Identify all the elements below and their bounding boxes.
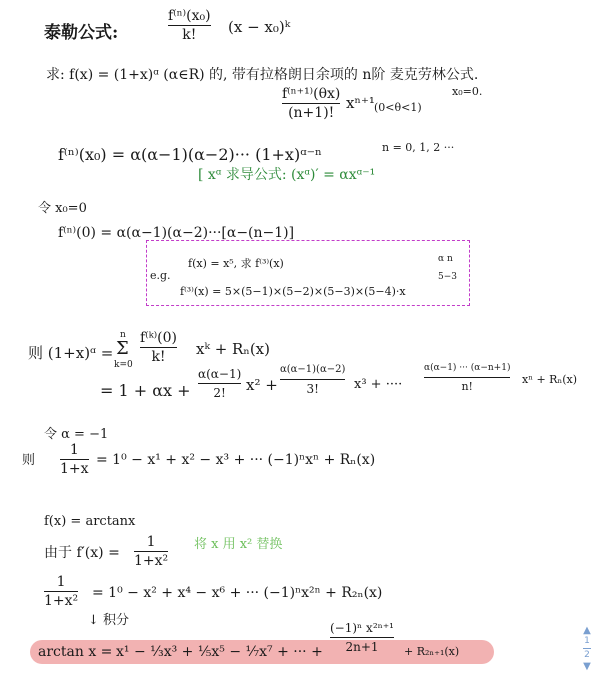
fracn-num: α(α−1) ··· (α−n+1) xyxy=(424,363,511,373)
example-arrow-note: 5−3 xyxy=(438,272,457,282)
arctan-result-lead: arctan x = xyxy=(38,644,113,660)
taylor-tail: (x − x₀)ᵏ xyxy=(228,18,291,36)
arctan-general-term xyxy=(330,620,394,655)
expansion-frac-n xyxy=(424,360,510,395)
let-x0-label: 令 x₀=0 xyxy=(38,201,87,216)
total-pages: 2 xyxy=(584,650,590,660)
general-term-num: (−1)ⁿ x²ⁿ⁺¹ xyxy=(330,621,394,635)
frac2-den: 2! xyxy=(213,386,226,400)
expansion-xn: xⁿ + Rₙ(x) xyxy=(522,373,577,386)
alpha-neg-label: 令 α = −1 xyxy=(44,427,109,442)
example-line2: f⁽³⁾(x) = 5×(5−1)×(5−2)×(5−3)×(5−4)·x xyxy=(180,285,406,298)
arctan-derivative-fraction xyxy=(134,534,168,569)
general-term-den: 2n+1 xyxy=(345,640,379,654)
example-label: e.g. xyxy=(150,269,171,282)
expansion-x2: x² + xyxy=(246,376,278,394)
example-arrows: α n xyxy=(438,254,453,264)
expansion-x3: x³ + ···· xyxy=(354,377,403,392)
expansion-frac-3 xyxy=(280,362,345,397)
alpha-neg-lead: 则 xyxy=(22,453,36,468)
frac3-num: α(α−1)(α−2) xyxy=(280,364,346,375)
substitution-note: 将 x 用 x² 替换 xyxy=(194,537,283,552)
series-term-tail: xᵏ + Rₙ(x) xyxy=(196,340,270,358)
one-over-1px2 xyxy=(44,574,78,609)
arctan-def: f(x) = arctanx xyxy=(44,514,136,529)
remainder-power: xⁿ⁺¹ xyxy=(346,94,375,112)
one-over-1px-den: 1+x xyxy=(60,461,89,477)
page-down-icon[interactable]: ▼ xyxy=(583,661,591,672)
geometric-series: = 1⁰ − x¹ + x² − x³ + ··· (−1)ⁿxⁿ + Rₙ(x) xyxy=(96,452,376,468)
expansion-frac-2 xyxy=(198,366,241,401)
arctan-derivative-lead: 由于 f′(x) = xyxy=(44,545,120,561)
one-over-1px-num: 1 xyxy=(69,442,79,458)
one-over-1px2-num: 1 xyxy=(56,574,66,590)
taylor-den: k! xyxy=(182,27,197,43)
page-indicator[interactable] xyxy=(580,625,594,672)
sigma-top: n xyxy=(120,330,126,340)
theta-condition: (0<θ<1) xyxy=(374,101,422,114)
derivative-at-zero: f⁽ⁿ⁾(0) = α(α−1)(α−2)···[α−(n−1)] xyxy=(58,225,295,241)
series-term-num: f⁽ᵏ⁾(0) xyxy=(140,330,177,346)
series-term-fraction xyxy=(140,330,177,365)
arctan-remainder: + R₂ₙ₊₁(x) xyxy=(404,645,460,658)
one-over-1px2-den: 1+x² xyxy=(44,593,79,609)
arctan-result-terms: x¹ − ⅓x³ + ⅕x⁵ − ⅐x⁷ + ··· + xyxy=(116,644,323,660)
integrate-step: ↓ 积分 xyxy=(88,613,130,628)
arctan-derivative-num: 1 xyxy=(146,534,156,550)
taylor-coefficient xyxy=(168,8,211,43)
fracn-den: n! xyxy=(461,380,473,393)
arctan-derivative-den: 1+x² xyxy=(134,553,169,569)
remainder-fraction xyxy=(282,86,340,121)
series-term-den: k! xyxy=(151,349,166,365)
frac3-den: 3! xyxy=(306,382,319,396)
expansion-start: = 1 + αx + xyxy=(100,381,191,400)
n-range: n = 0, 1, 2 ··· xyxy=(382,141,455,154)
frac2-num: α(α−1) xyxy=(198,367,242,381)
geometric-series-x2: = 1⁰ − x² + x⁴ − x⁶ + ··· (−1)ⁿx²ⁿ + R₂ₙ(x) xyxy=(92,585,383,601)
x0-value: x₀=0. xyxy=(452,85,483,98)
one-over-1px xyxy=(60,442,89,477)
example-line1: f(x) = x⁵, 求 f⁽³⁾(x) xyxy=(188,257,284,270)
page-up-icon[interactable]: ▲ xyxy=(583,625,591,636)
remainder-den: (n+1)! xyxy=(288,105,335,121)
problem-statement: 求: f(x) = (1+x)ᵅ (α∈R) 的, 带有拉格朗日余项的 n阶 麦克劳林公式. xyxy=(46,67,479,83)
power-rule-note: [ xᵅ 求导公式: (xᵅ)′ = αxᵅ⁻¹ xyxy=(198,167,376,183)
taylor-num: f⁽ⁿ⁾(x₀) xyxy=(168,8,211,24)
series-lead: 则 (1+x)ᵅ = xyxy=(28,344,114,362)
current-page: 1 xyxy=(584,636,590,646)
remainder-num: f⁽ⁿ⁺¹⁾(θx) xyxy=(282,86,341,102)
page-title: 泰勒公式: xyxy=(44,23,119,43)
sigma: Σ xyxy=(116,338,129,359)
sigma-bottom: k=0 xyxy=(114,360,133,370)
nth-derivative: f⁽ⁿ⁾(x₀) = α(α−1)(α−2)··· (1+x)ᵅ⁻ⁿ xyxy=(58,145,322,164)
